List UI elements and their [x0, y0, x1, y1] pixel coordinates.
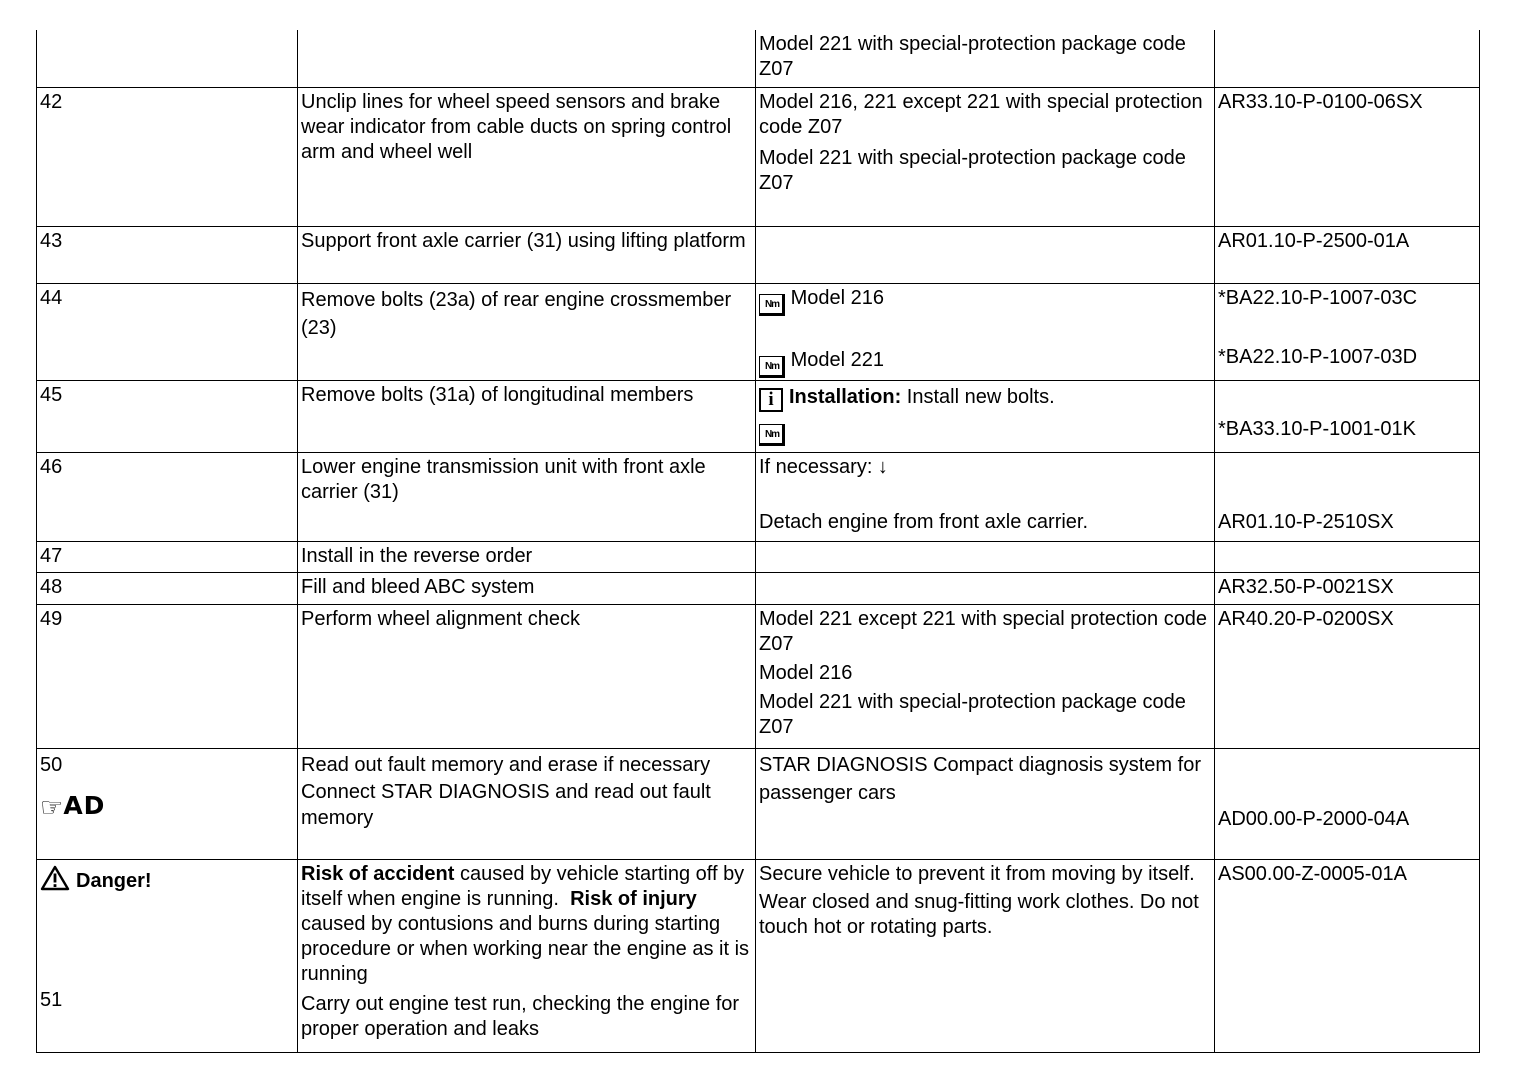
condition-cell [756, 226, 1215, 283]
model-note: Model 221 except 221 with special protection code Z07 [759, 607, 1208, 655]
table-row [37, 283, 1480, 380]
step-description: Unclip lines for wheel speed sensors and brake wear indicator from cable ducts on spring control arm and wheel well [298, 87, 756, 226]
pointing-hand-icon: ☞ [40, 791, 64, 822]
reference-link[interactable]: AR32.50-P-0021SX [1215, 572, 1480, 604]
table-row [37, 87, 1480, 226]
step-description: Remove bolts (23a) of rear engine crossmember (23) [298, 283, 756, 380]
step-number: 46 [37, 452, 298, 541]
step-description: Read out fault memory and erase if necessary [301, 753, 711, 776]
step-number: 50 [40, 753, 63, 776]
step-description: Perform wheel alignment check [298, 604, 756, 748]
model-note: Model 216 [759, 661, 853, 684]
step-description: Connect STAR DIAGNOSIS and read out fault memory [301, 780, 711, 829]
step-description: Install in the reverse order [298, 541, 756, 572]
reference-cell [1215, 30, 1480, 87]
risk-heading: Risk of accident [301, 862, 455, 885]
model-note: Model 221 [790, 348, 884, 371]
step-number: 42 [37, 87, 298, 226]
description-cell [298, 748, 756, 859]
reference-link[interactable]: *BA33.10-P-1001-01K [1218, 417, 1416, 440]
ad-label: AD [63, 790, 106, 820]
step-number: 51 [40, 988, 63, 1011]
ad-marker [40, 790, 294, 822]
step-number: 43 [37, 226, 298, 283]
torque-icon[interactable]: Nm [759, 294, 785, 316]
step-description: Lower engine transmission unit with front axle carrier (31) [298, 452, 756, 541]
procedure-table [36, 30, 1480, 1053]
risk-heading: Risk of injury [570, 887, 697, 910]
condition-note: If necessary: ↓ [759, 455, 888, 478]
reference-link[interactable]: AD00.00-P-2000-04A [1218, 807, 1410, 830]
step-number: 49 [37, 604, 298, 748]
step-number: 44 [37, 283, 298, 380]
condition-cell [756, 283, 1215, 380]
model-note: Model 221 with special-protection package code Z07 [759, 690, 1186, 738]
condition-cell [756, 604, 1215, 748]
condition-cell [756, 541, 1215, 572]
table-row [37, 380, 1480, 452]
model-note: Model 216, 221 except 221 with special protection code Z07 [759, 90, 1203, 138]
torque-icon[interactable]: Nm [759, 356, 785, 378]
step-number: 45 [37, 380, 298, 452]
safety-note: Secure vehicle to prevent it from moving by itself. [759, 862, 1195, 885]
step-cell [37, 748, 298, 859]
step-number: 48 [37, 572, 298, 604]
table-row [37, 748, 1480, 859]
table-row [37, 604, 1480, 748]
reference-link[interactable]: AR40.20-P-0200SX [1215, 604, 1480, 748]
condition-cell [756, 30, 1215, 87]
model-note: Model 216 [790, 286, 884, 309]
risk-body: caused by vehicle starting off by itself when engine is running. [301, 862, 745, 910]
reference-link[interactable]: *BA22.10-P-1007-03D [1218, 345, 1418, 368]
condition-cell [756, 380, 1215, 452]
step-description: Carry out engine test run, checking the engine for proper operation and leaks [301, 992, 740, 1040]
reference-link[interactable]: *BA22.10-P-1007-03C [1218, 286, 1418, 309]
model-note: Model 221 with special-protection package code Z07 [759, 33, 1186, 80]
reference-cell [1215, 748, 1480, 859]
installation-label: Installation: [789, 385, 902, 408]
reference-link[interactable]: AR33.10-P-0100-06SX [1215, 87, 1480, 226]
table-row [37, 859, 1480, 1052]
model-note: Model 221 with special-protection package code Z07 [759, 146, 1186, 194]
table-row [37, 541, 1480, 572]
condition-cell [756, 452, 1215, 541]
step-description: Remove bolts (31a) of longitudinal members [298, 380, 756, 452]
table-row [37, 30, 1480, 87]
risk-body: caused by contusions and burns during starting procedure or when working near the engine as it is running [301, 912, 750, 985]
reference-link[interactable]: AS00.00-Z-0005-01A [1215, 859, 1480, 1052]
reference-cell [1215, 380, 1480, 452]
step-description: Support front axle carrier (31) using lifting platform [298, 226, 756, 283]
step-description: Fill and bleed ABC system [298, 572, 756, 604]
condition-note: STAR DIAGNOSIS Compact diagnosis system for passenger cars [756, 748, 1215, 859]
risk-text [301, 862, 752, 987]
reference-cell [1215, 283, 1480, 380]
reference-link[interactable]: AR01.10-P-2500-01A [1215, 226, 1480, 283]
condition-cell [756, 87, 1215, 226]
table-row [37, 572, 1480, 604]
step-number: 47 [37, 541, 298, 572]
reference-link[interactable]: AR01.10-P-2510SX [1218, 510, 1394, 533]
safety-note: Wear closed and snug-fitting work clothes. Do not touch hot or rotating parts. [759, 890, 1199, 938]
table-row [37, 452, 1480, 541]
installation-note: Install new bolts. [906, 385, 1055, 408]
description-cell [298, 30, 756, 87]
danger-marker [40, 865, 294, 894]
condition-cell [756, 859, 1215, 1052]
info-icon[interactable]: i [759, 388, 783, 412]
reference-cell [1215, 452, 1480, 541]
table-row [37, 226, 1480, 283]
description-cell [298, 859, 756, 1052]
step-cell [37, 859, 298, 1052]
danger-label: Danger! [76, 869, 152, 892]
warning-triangle-icon [40, 865, 70, 891]
condition-cell [756, 572, 1215, 604]
reference-cell [1215, 541, 1480, 572]
torque-icon[interactable]: Nm [759, 424, 785, 446]
step-cell [37, 30, 298, 87]
condition-note: Detach engine from front axle carrier. [759, 510, 1089, 533]
